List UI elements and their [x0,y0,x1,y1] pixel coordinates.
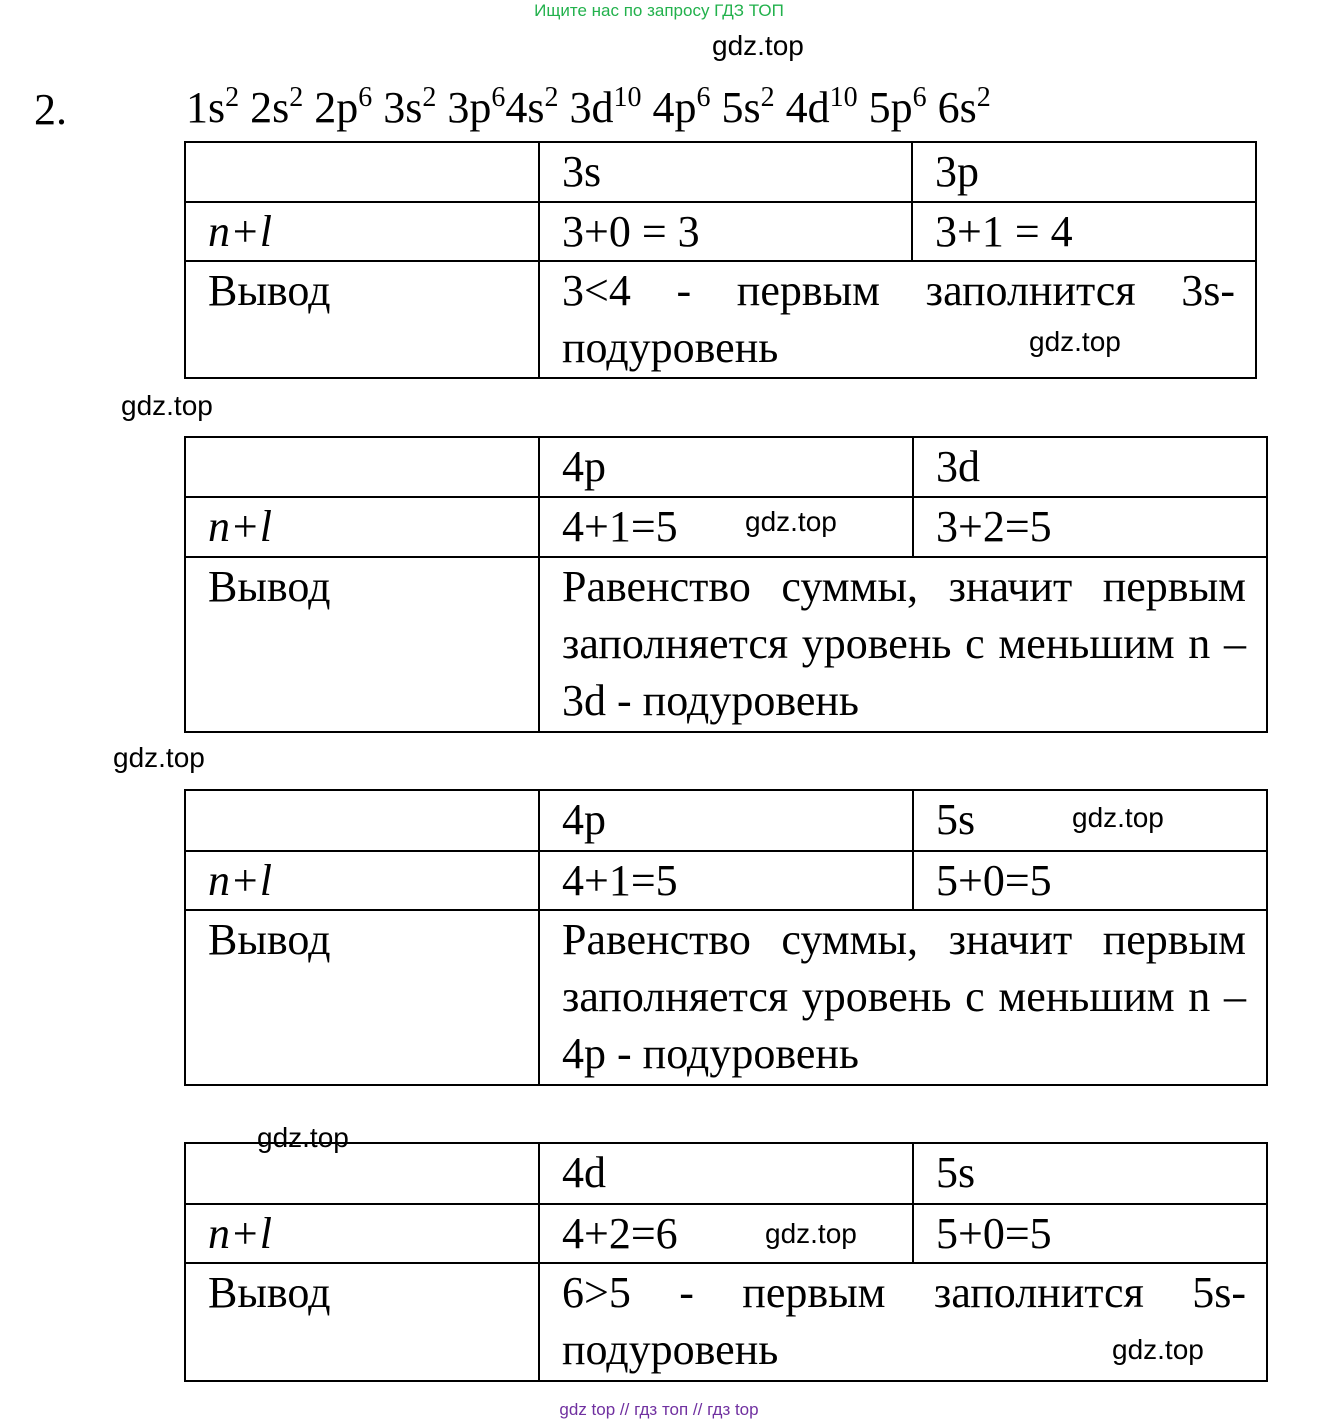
config-term: $4p^6$ [652,82,711,132]
sublevel-a: 4p [539,437,913,497]
config-exponent: 2 [976,82,991,113]
watermark: gdz.top [121,390,213,421]
sublevel-b-sum: 5+0=5 [913,1204,1267,1263]
config-term: $5p^6$ [868,82,927,132]
conclusion-row-label: Вывод [185,1263,539,1381]
watermark: gdz.top [765,1218,857,1249]
config-exponent: 2 [760,82,775,113]
comparison-table-2 [184,436,1268,733]
config-exponent: 2 [225,82,240,113]
watermark: gdz.top [712,30,804,61]
sublevel-a: 3s [539,142,912,202]
config-term: $2p^6$ [314,82,373,132]
config-exponent: 2 [289,82,304,113]
watermark: gdz.top [1112,1334,1204,1365]
sublevel-a: 4p [539,790,913,851]
sum-row-label: n+l [185,1204,539,1263]
config-exponent: 6 [358,82,373,113]
sum-row-label: n+l [185,202,539,261]
sublevel-a: 4d [539,1143,913,1204]
conclusion-row-label: Вывод [185,910,539,1085]
sublevel-b-sum: 3+1 = 4 [912,202,1256,261]
electron-configuration [186,82,991,132]
conclusion-text: 3<4 - первым заполнится 3s-подуровень [539,261,1256,378]
sublevel-b: 5s [913,1143,1267,1204]
conclusion-text: 6>5 - первым заполнится 5s-подуровень [539,1263,1267,1381]
sublevel-a-sum: 4+1=5 [539,851,913,910]
search-banner: Ищите нас по запросу ГДЗ ТОП [534,1,784,20]
conclusion-row-label: Вывод [185,557,539,732]
sum-row-label: n+l [185,851,539,910]
watermark: gdz.top [1029,326,1121,357]
footer-text: gdz top // гдз топ // гдз top [559,1400,759,1419]
config-term: $4d^{10}$ [785,82,858,132]
config-exponent: 2 [422,82,437,113]
sublevel-b: 3p [912,142,1256,202]
config-exponent: 2 [544,82,559,113]
sublevel-b: 3d [913,437,1267,497]
watermark: gdz.top [745,506,837,537]
config-term: $3p^6$ [447,82,506,132]
config-exponent: 6 [491,82,506,113]
config-exponent: 10 [613,82,642,113]
sublevel-a-sum: 3+0 = 3 [539,202,912,261]
header-empty-cell [185,437,539,497]
config-term: $2s^2$ [250,82,304,132]
watermark: gdz.top [113,742,205,773]
sublevel-b-sum: 3+2=5 [913,497,1267,557]
watermark: gdz.top [257,1122,349,1153]
sublevel-b-sum: 5+0=5 [913,851,1267,910]
config-term: $1s^2$ [186,82,240,132]
config-term: $3s^2$ [383,82,437,132]
sublevel-a-sum: 4+2=6 [539,1204,913,1263]
header-empty-cell [185,790,539,851]
config-exponent: 10 [829,82,858,113]
task-number: 2. [34,85,67,134]
config-exponent: 6 [912,82,927,113]
config-term: $5s^2$ [721,82,775,132]
conclusion-row-label: Вывод [185,261,539,378]
sublevel-a-sum: 4+1=5 [539,497,913,557]
conclusion-text: Равенство суммы, значит первым заполняется уровень с меньшим n – 4p - подуровень [539,910,1267,1085]
sum-row-label: n+l [185,497,539,557]
watermark: gdz.top [1072,802,1164,833]
header-empty-cell [185,142,539,202]
config-exponent: 6 [696,82,711,113]
config-term: $4s^2$ [505,82,559,132]
comparison-table-4 [184,1142,1268,1382]
conclusion-text: Равенство суммы, значит первым заполняется уровень с меньшим n – 3d - подуровень [539,557,1267,732]
config-term: $6s^2$ [937,82,991,132]
config-term: $3d^{10}$ [569,82,642,132]
sublevel-b: 5s [913,790,1267,851]
comparison-table-3 [184,789,1268,1086]
header-empty-cell [185,1143,539,1204]
